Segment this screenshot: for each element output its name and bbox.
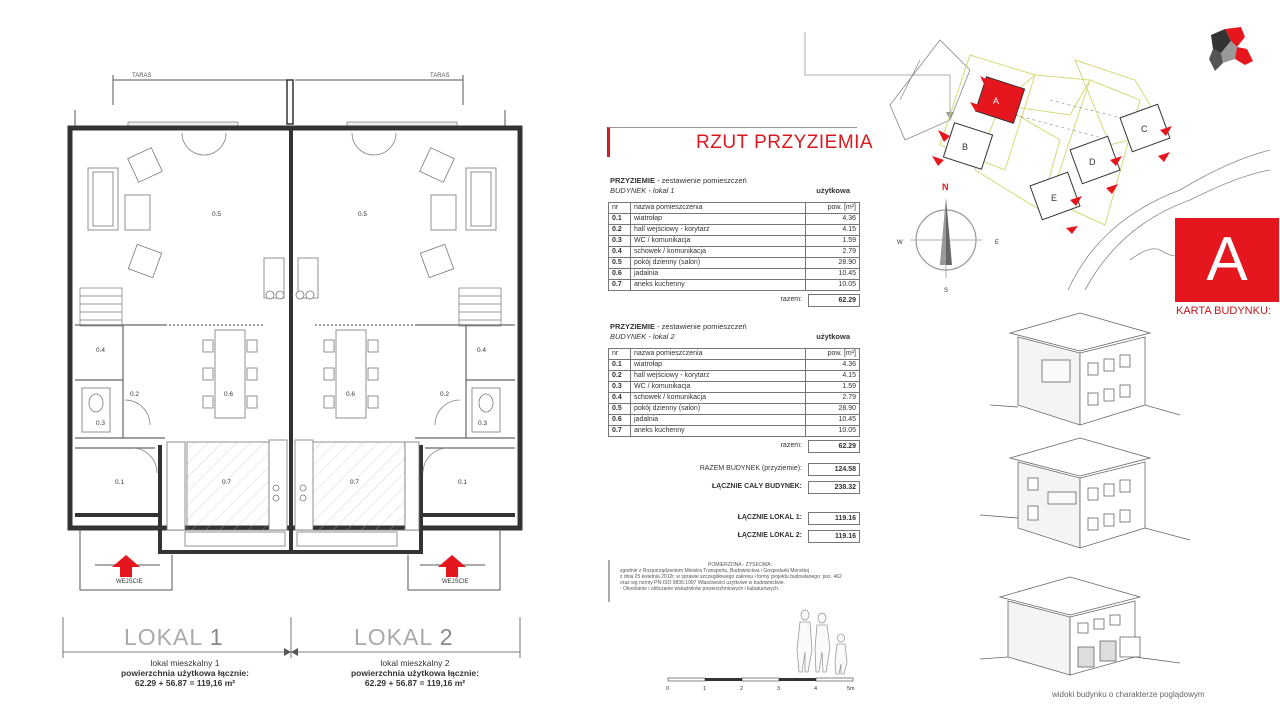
table-1-sum: razem: 62.29 bbox=[608, 294, 860, 309]
room-04-l1: 0.4 bbox=[96, 347, 106, 354]
table-row: 0.5 pokój dzienny (salon) 28.90 bbox=[609, 258, 860, 269]
room-06-l2: 0.6 bbox=[346, 391, 356, 398]
compass-e-label: E bbox=[995, 240, 1000, 246]
taras-right-label: TARAS bbox=[430, 73, 450, 79]
table-row: 0.6 jadalnia 10.45 bbox=[609, 269, 860, 280]
compass-s-label: S bbox=[944, 288, 949, 294]
scale-tick-5: 5m bbox=[847, 686, 855, 692]
compass-w-label: W bbox=[897, 240, 903, 246]
scale-tick-2: 2 bbox=[740, 686, 744, 692]
entrance-label-l1: WEJŚCIE bbox=[116, 579, 143, 585]
building-view-2 bbox=[980, 438, 1190, 548]
room-02-l2: 0.2 bbox=[440, 391, 450, 398]
entrance-label-l2: WEJŚCIE bbox=[442, 579, 469, 585]
table-header-nr: nr bbox=[609, 203, 631, 214]
table-row: 0.6 jadalnia 10.45 bbox=[609, 415, 860, 426]
table-2-sum: razem: 62.29 bbox=[608, 440, 860, 455]
room-06-l1: 0.6 bbox=[224, 391, 234, 398]
table-row: 0.4 schowek / komunikacja 2.79 bbox=[609, 393, 860, 404]
lokal-1-word: LOKAL bbox=[124, 624, 203, 650]
table-1-building: BUDYNEK - lokal 1 bbox=[610, 186, 675, 195]
scale-tick-3: 3 bbox=[777, 686, 781, 692]
lokal-1-line3: 62.29 + 56.87 = 119,16 m² bbox=[134, 678, 236, 688]
building-a-label: A bbox=[993, 96, 1000, 106]
note-line: z dnia 25 kwietnia 2012r. w sprawie szczegółowego zakresu i formy projektu budowlanego: poz. 462 bbox=[620, 574, 842, 580]
razem-budynek: RAZEM BUDYNEK (przyziemie): 124.58 bbox=[608, 463, 860, 478]
totals bbox=[608, 460, 860, 545]
building-badge: A bbox=[1175, 218, 1279, 302]
views-caption: widoki budynku o charakterze poglądowym bbox=[1052, 690, 1205, 699]
lokal-1-title bbox=[124, 624, 224, 651]
lokal-2-title bbox=[354, 624, 454, 651]
table-header-name: nazwa pomieszczenia bbox=[631, 203, 806, 214]
room-03-l1: 0.3 bbox=[96, 420, 106, 427]
lokal-1-summary bbox=[90, 658, 280, 688]
room-02-l1: 0.2 bbox=[130, 391, 140, 398]
building-a bbox=[975, 77, 1024, 124]
scale-tick-4: 4 bbox=[814, 686, 818, 692]
lokal-2-line3: 62.29 + 56.87 = 119,16 m² bbox=[364, 678, 466, 688]
building-d-label: D bbox=[1089, 157, 1096, 167]
building-views bbox=[980, 305, 1220, 685]
building-card-label: KARTA BUDYNKU: bbox=[1176, 305, 1271, 317]
table-2-building: BUDYNEK - lokal 2 bbox=[610, 332, 675, 341]
note-line: oraz wg normy PN-ISO 9836:1997 Właściwości użytkowe w budownictwie. bbox=[620, 580, 786, 586]
table-row: 0.5 pokój dzienny (salon) 28.90 bbox=[609, 404, 860, 415]
lokal-2-line1: lokal mieszkalny 2 bbox=[380, 658, 450, 668]
table-row: 0.2 hall wejściowy - korytarz 4.15 bbox=[609, 371, 860, 382]
building-b-label: B bbox=[962, 142, 969, 152]
table-header-name: nazwa pomieszczenia bbox=[631, 349, 806, 360]
lacznie-lokal-2: ŁĄCZNIE LOKAL 2: 119.16 bbox=[608, 530, 860, 545]
table-2-heading: PRZYZIEMIE - zestawienie pomieszczeń bbox=[610, 322, 747, 331]
measurement-note bbox=[608, 560, 860, 602]
table-row: 0.3 WC / komunikacja 1.59 bbox=[609, 236, 860, 247]
building-e-label: E bbox=[1051, 193, 1058, 203]
compass-icon bbox=[910, 198, 982, 278]
table-row: 0.2 hall wejściowy - korytarz 4.15 bbox=[609, 225, 860, 236]
table-row: 0.4 schowek / komunikacja 2.79 bbox=[609, 247, 860, 258]
note-title: POMIERZONA - ZYSKOWA: bbox=[708, 562, 772, 568]
table-1-heading: PRZYZIEMIE - zestawienie pomieszczeń bbox=[610, 176, 747, 185]
building-view-3 bbox=[980, 577, 1180, 675]
lacznie-lokal-1: ŁĄCZNIE LOKAL 1: 119.16 bbox=[608, 512, 860, 527]
table-1-area-header: użytkowa bbox=[816, 186, 850, 195]
table-row: 0.7 aneks kuchenny 10.05 bbox=[609, 426, 860, 437]
lokal-1-line1: lokal mieszkalny 1 bbox=[150, 658, 220, 668]
room-05-l1: 0.5 bbox=[212, 211, 222, 218]
table-header-nr: nr bbox=[609, 349, 631, 360]
scale-tick-1: 1 bbox=[703, 686, 707, 692]
note-line: zgodnie z Rozporządzeniem Ministra Transportu, Budownictwa i Gospodarki Morskiej bbox=[620, 568, 809, 574]
room-03-l2: 0.3 bbox=[478, 420, 488, 427]
table-2-area-header: użytkowa bbox=[816, 332, 850, 341]
note-line: - Określanie i obliczanie wskaźników powierzchniowych i kubaturowych. bbox=[620, 586, 780, 592]
building-c-label: C bbox=[1141, 124, 1148, 134]
room-04-l2: 0.4 bbox=[477, 347, 487, 354]
lokal-1-number: 1 bbox=[209, 624, 224, 650]
lokal-2-summary bbox=[320, 658, 510, 688]
scale-tick-0: 0 bbox=[666, 686, 670, 692]
table-header-unit: pow. [m²] bbox=[806, 203, 860, 214]
table-row: 0.1 wiatrołap 4.36 bbox=[609, 360, 860, 371]
sheet-title: RZUT PRZYZIEMIA bbox=[607, 127, 857, 157]
scale-bar bbox=[660, 600, 860, 695]
floor-plan bbox=[0, 0, 590, 717]
room-01-l2: 0.1 bbox=[458, 479, 468, 486]
lokal-1-line2: powierzchnia użytkowa łącznie: bbox=[120, 668, 249, 678]
room-01-l1: 0.1 bbox=[115, 479, 125, 486]
table-row: 0.1 wiatrołap 4.36 bbox=[609, 214, 860, 225]
taras-left-label: TARAS bbox=[132, 73, 152, 79]
building-view-1 bbox=[990, 313, 1180, 425]
compass-n-label: N bbox=[942, 182, 949, 192]
room-05-l2: 0.5 bbox=[358, 211, 368, 218]
company-logo-icon bbox=[1203, 23, 1255, 79]
table-row: 0.7 aneks kuchenny 10.05 bbox=[609, 280, 860, 291]
table-header-unit: pow. [m²] bbox=[806, 349, 860, 360]
lokal-2-line2: powierzchnia użytkowa łącznie: bbox=[350, 668, 479, 678]
room-07-l2: 0.7 bbox=[350, 479, 360, 486]
lacznie-caly-budynek: ŁĄCZNIE CAŁY BUDYNEK: 238.32 bbox=[608, 481, 860, 496]
lokal-2-word: LOKAL bbox=[354, 624, 433, 650]
lokal-2-number: 2 bbox=[439, 624, 454, 650]
rooms-table-lokal-2 bbox=[608, 322, 860, 455]
table-row: 0.3 WC / komunikacja 1.59 bbox=[609, 382, 860, 393]
room-07-l1: 0.7 bbox=[222, 479, 232, 486]
